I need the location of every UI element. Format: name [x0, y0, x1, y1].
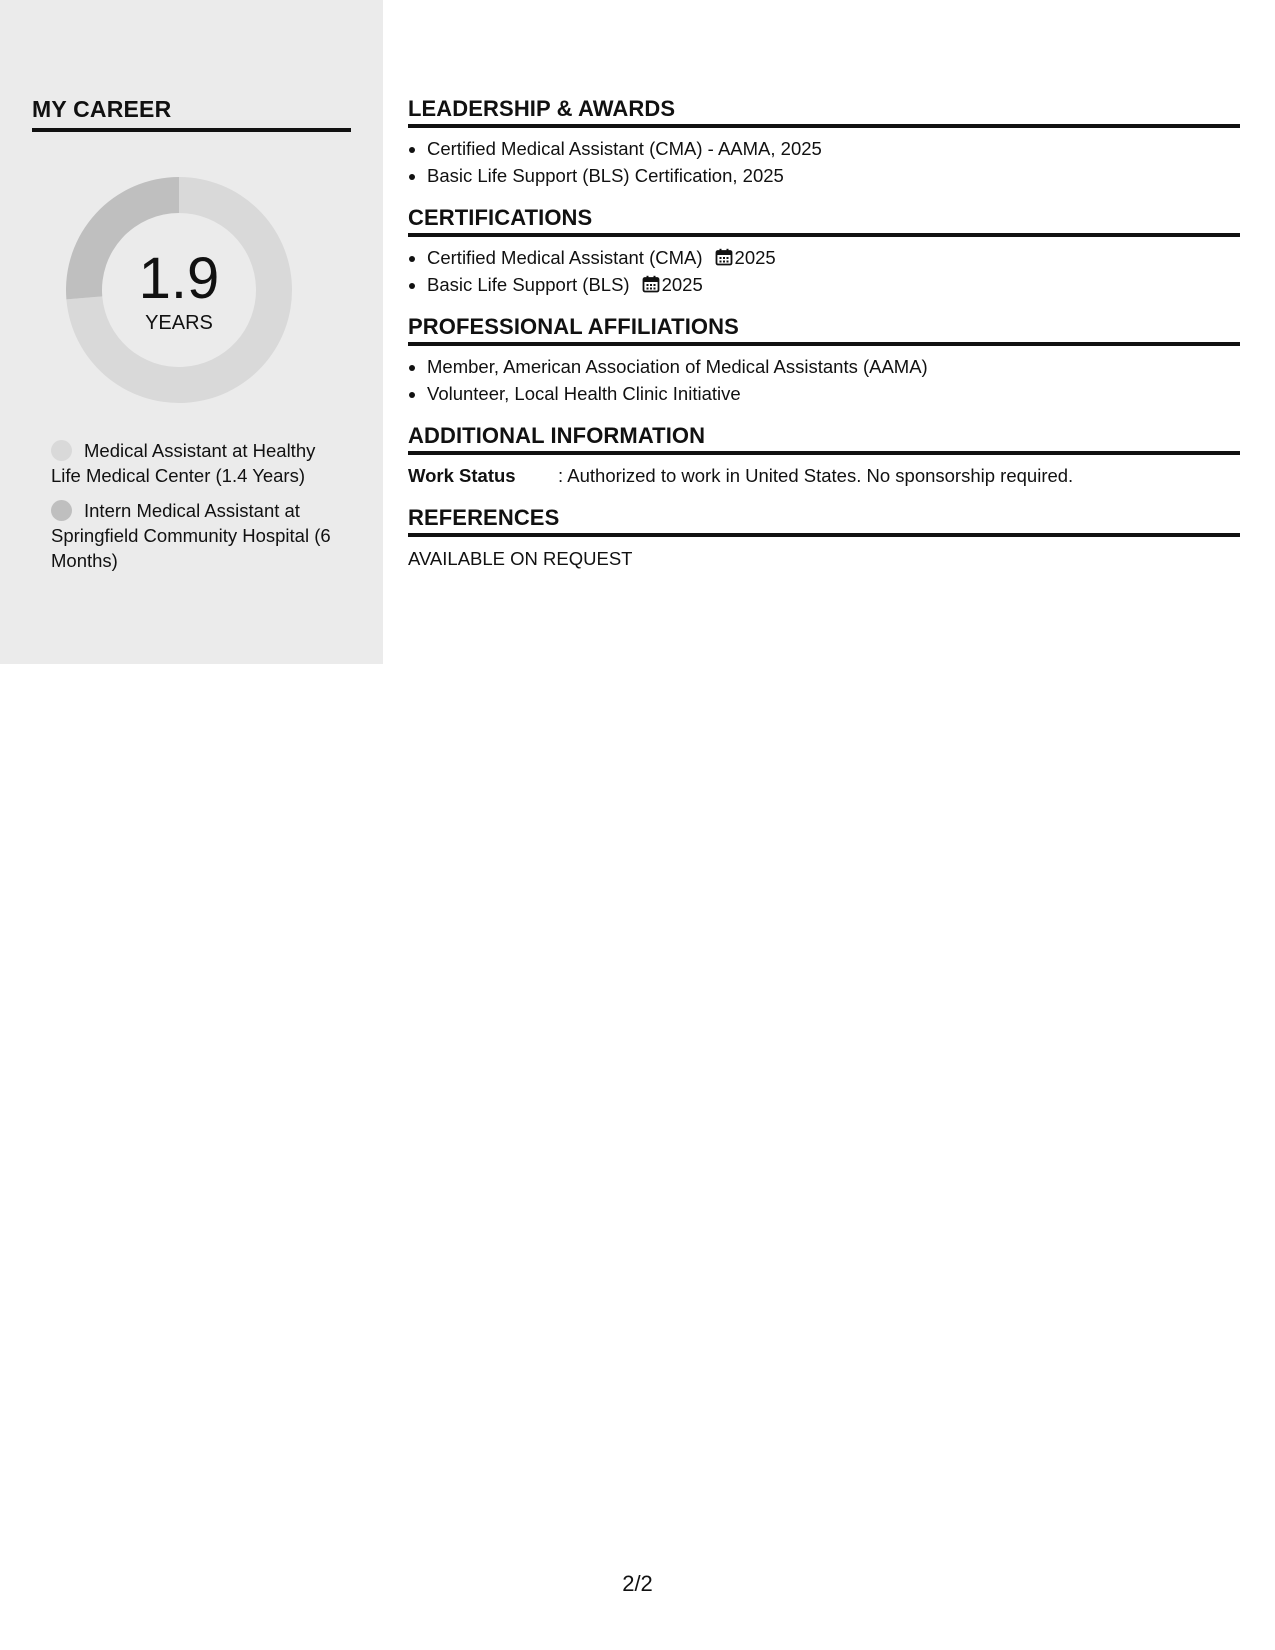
section-rule	[408, 124, 1240, 128]
legend-item	[51, 498, 341, 573]
certifications-section	[408, 203, 1240, 298]
work-status-value: : Authorized to work in United States. No sponsorship required.	[558, 465, 1074, 486]
leadership-list	[408, 135, 1240, 189]
certification-name: Basic Life Support (BLS)	[427, 274, 630, 295]
legend-dot-0	[51, 440, 72, 461]
leadership-section	[408, 94, 1240, 189]
career-legend	[51, 438, 341, 583]
section-title: REFERENCES	[408, 505, 560, 530]
references-section	[408, 503, 1240, 572]
list-item	[427, 244, 1240, 271]
total-years-unit: YEARS	[145, 312, 213, 334]
page-number: 2/2	[622, 1571, 653, 1596]
certification-name: Certified Medical Assistant (CMA)	[427, 247, 703, 268]
list-item: • Certified Medical Assistant (CMA) - AAMA, 2025	[427, 135, 1240, 162]
affiliations-list	[408, 353, 1240, 407]
section-rule	[408, 533, 1240, 537]
additional-info-section	[408, 421, 1240, 489]
list-item	[427, 271, 1240, 298]
list-item: • Volunteer, Local Health Clinic Initiative	[427, 380, 1240, 407]
calendar-icon	[715, 248, 733, 266]
work-status-label: Work Status	[408, 465, 516, 486]
section-title: CERTIFICATIONS	[408, 205, 593, 230]
certification-year: 2025	[734, 247, 776, 268]
list-item: • Basic Life Support (BLS) Certification, 2025	[427, 162, 1240, 189]
calendar-icon	[642, 275, 660, 293]
certification-year: 2025	[661, 274, 703, 295]
legend-label: Medical Assistant at Healthy Life Medical Center (1.4 Years)	[51, 440, 316, 486]
section-title: LEADERSHIP & AWARDS	[408, 96, 676, 121]
section-title: PROFESSIONAL AFFILIATIONS	[408, 314, 739, 339]
affiliations-section	[408, 312, 1240, 407]
main-content	[408, 94, 1240, 586]
section-rule	[408, 342, 1240, 346]
section-rule	[408, 451, 1240, 455]
total-years-value: 1.9	[138, 246, 220, 311]
legend-label: Intern Medical Assistant at Springfield Community Hospital (6 Months)	[51, 500, 331, 571]
list-item: • Member, American Association of Medical Assistants (AAMA)	[427, 353, 1240, 380]
section-title: ADDITIONAL INFORMATION	[408, 423, 706, 448]
sidebar	[0, 0, 383, 664]
work-status-row	[408, 463, 1240, 489]
section-rule	[408, 233, 1240, 237]
career-title: MY CAREER	[32, 96, 172, 122]
legend-item	[51, 438, 341, 488]
career-title-rule	[32, 128, 351, 132]
legend-dot-1	[51, 500, 72, 521]
certifications-list	[408, 244, 1240, 298]
references-text: AVAILABLE ON REQUEST	[408, 548, 633, 569]
